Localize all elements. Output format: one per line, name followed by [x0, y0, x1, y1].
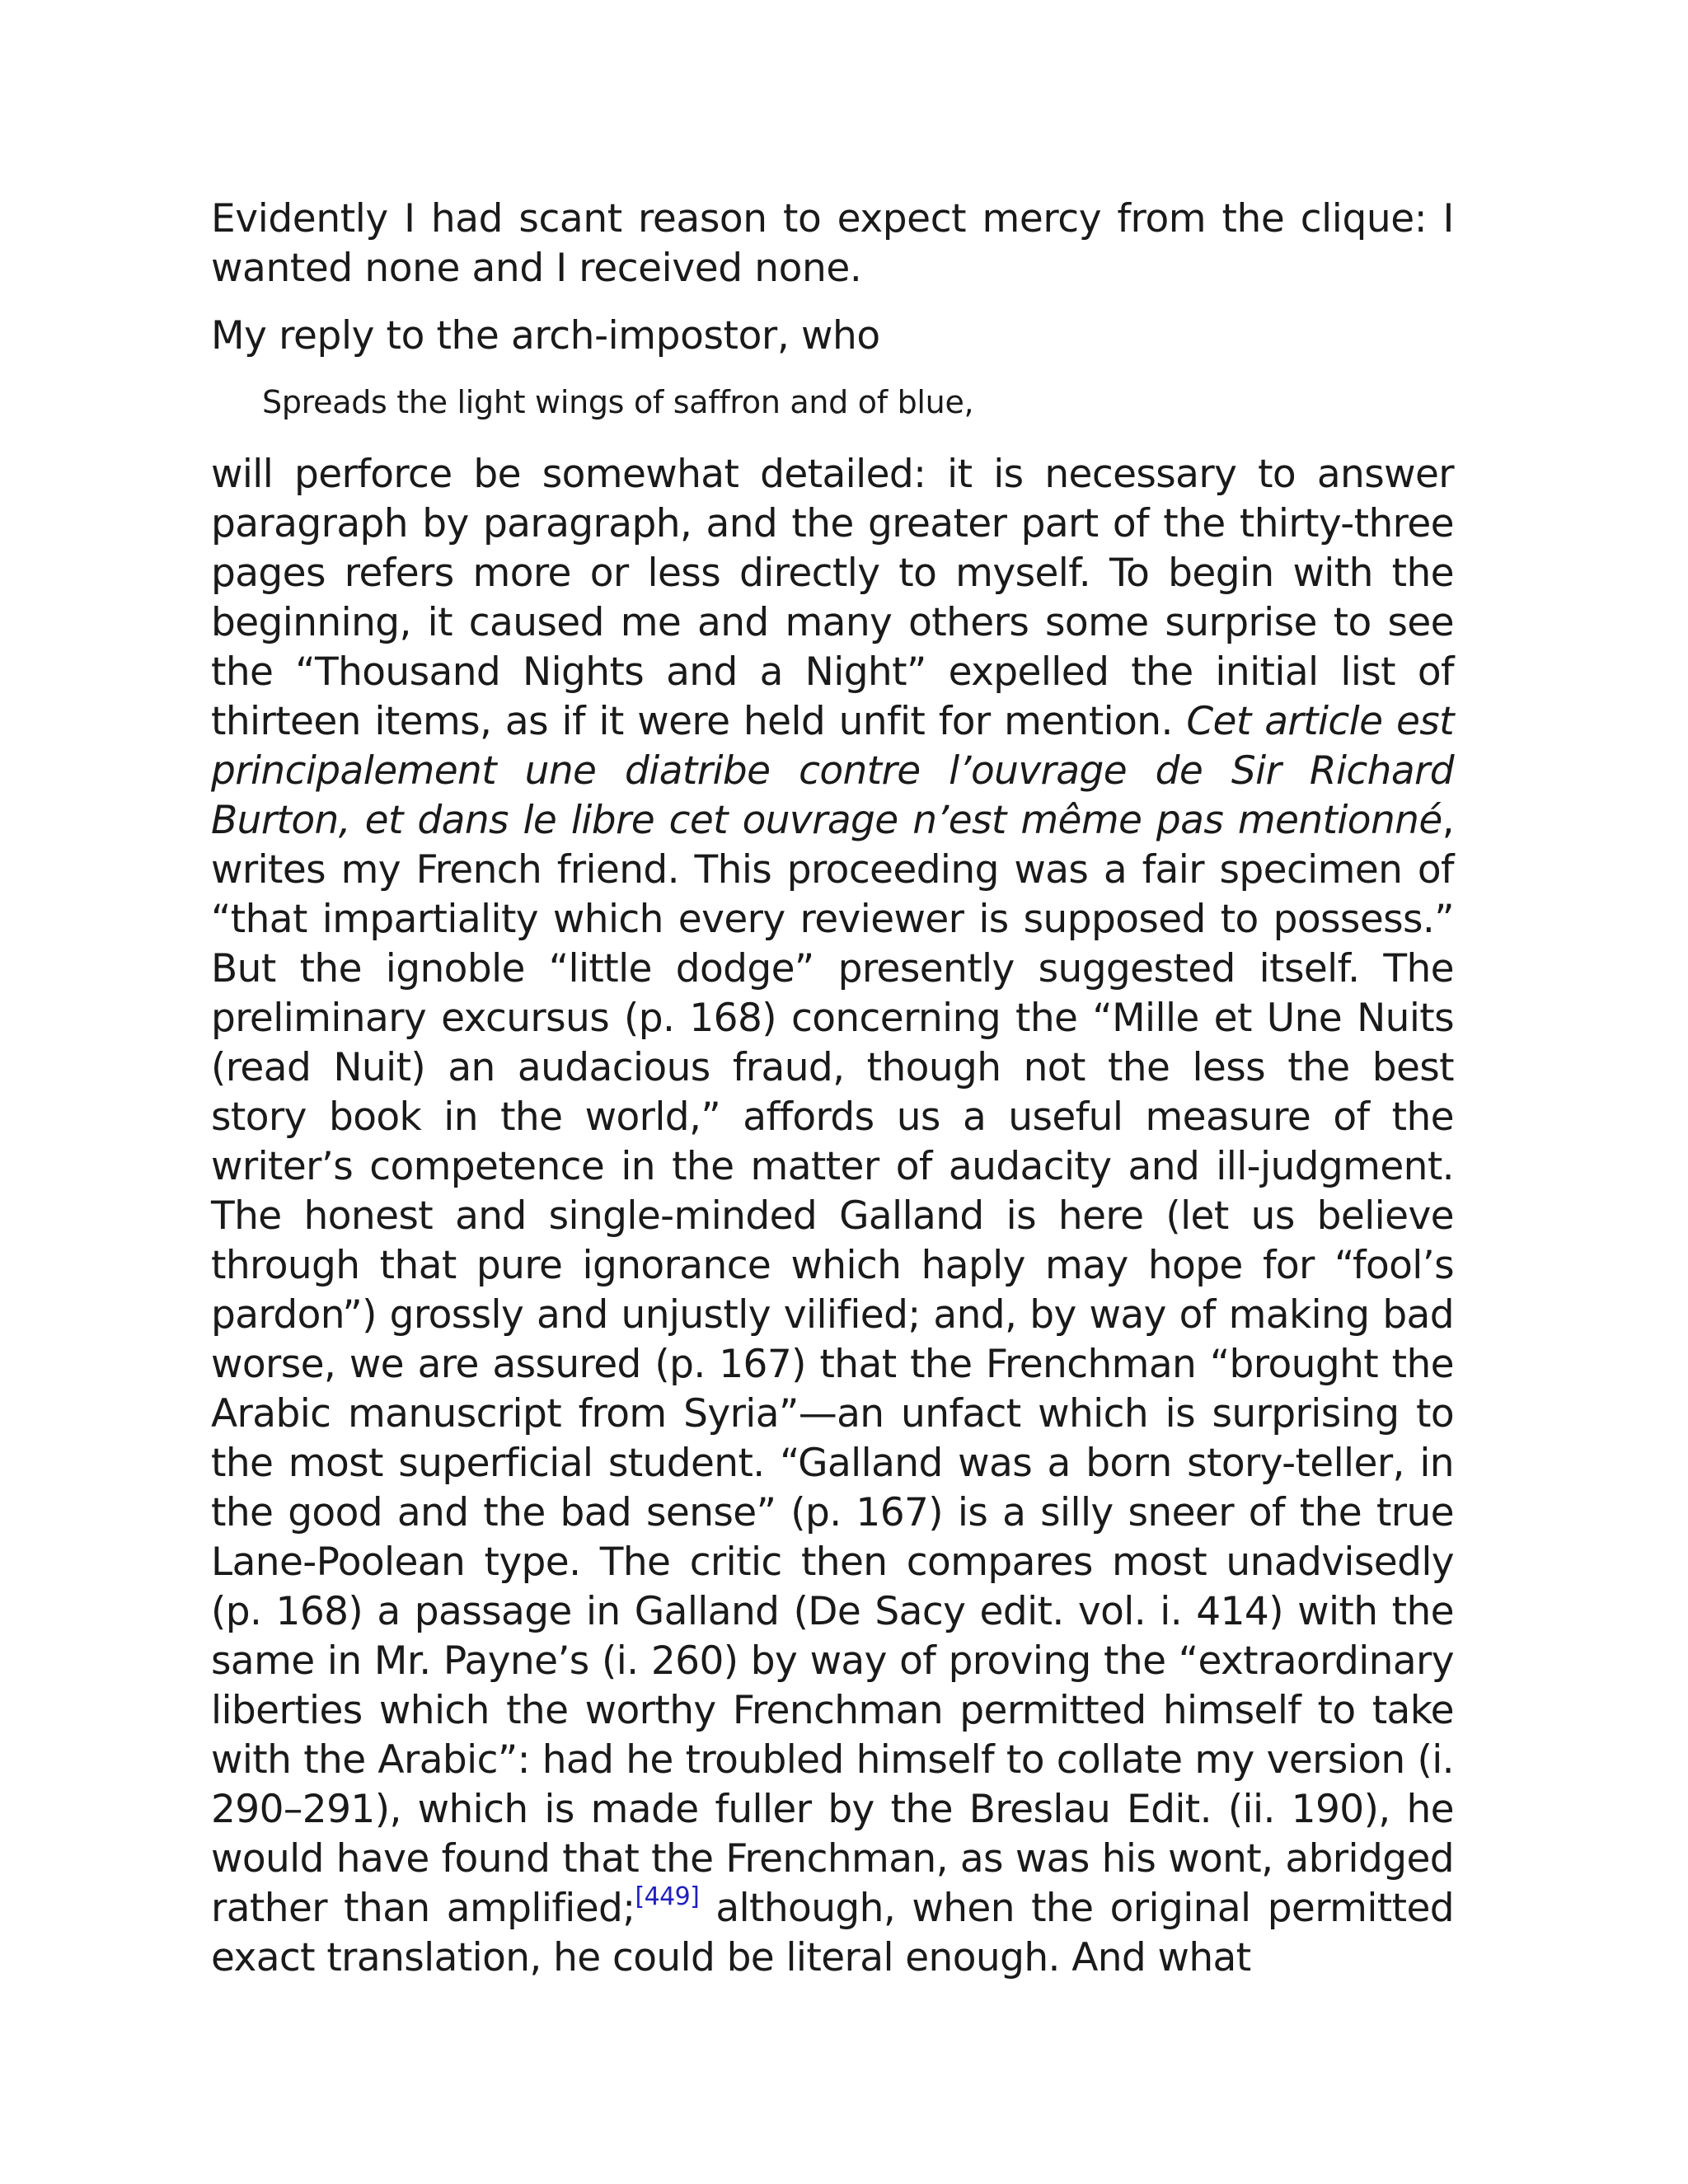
main-text-a: will perforce be somewhat detailed: it is necessary to answer paragraph by paragraph, and the greater part of the thirty-three pages refers more or less directly to myself. To begin with the beginning, it caused me and many others some surprise to see the “Thousand Nights and a Night” expelled the initial list of thirteen items, as if it were held unfit for mention. [211, 452, 1454, 744]
paragraph-intro: Evidently I had scant reason to expect mercy from the clique: I wanted none and I received none. [211, 196, 1454, 291]
page-content [211, 194, 1454, 1983]
main-text-b: , writes my French friend. This proceeding was a fair specimen of “that impartiality which every reviewer is supposed to possess.” But the ignoble “little dodge” presently suggested itself. The preliminary excursus (p. 168) concerning the “Mille et Une Nuits (read Nuit) an audacious fraud, though not the less the best story book in the world,” affords us a useful measure of the writer’s competence in the matter of audacity and ill-judgment. The honest and single-minded Galland is here (let us believe through that pure ignorance which haply may hope for “fool’s pardon”) grossly and unjustly vilified; and, by way of making bad worse, we are assured (p. 167) that the Frenchman “brought the Arabic manuscript from Syria”—an unfact which is surprising to the most superficial student. “Galland was a born story-teller, in the good and the bad sense” (p. 167) is a silly sneer of the true Lane-Poolean type. The critic then compares most unadvisedly (p. 168) a passage in Galland (De Sacy edit. vol. i. 414) with the same in Mr. Payne’s (i. 260) by way of proving the “extraordinary liberties which the worthy Frenchman permitted himself to take with the Arabic”: had he troubled himself to collate my version (i. 290–291), which is made fuller by the Breslau Edit. (ii. 190), he would have found that the Frenchman, as was his wont, abridged rather than amplified; [211, 798, 1454, 1931]
paragraph-main [211, 450, 1454, 1983]
french-quote-italic: Cet article est principalement une diatribe contre l’ouvrage de Sir Richard Burton, et dans le libre cet ouvrage n’est même pas mentionné [211, 699, 1454, 843]
footnote-link[interactable]: [449] [635, 1882, 700, 1911]
paragraph-reply: My reply to the arch-impostor, who [211, 313, 880, 359]
main-text-c: although, when the original permitted exact translation, he could be literal enough. And what [211, 1886, 1454, 1980]
verse-quote: Spreads the light wings of saffron and of blue, [262, 384, 974, 420]
